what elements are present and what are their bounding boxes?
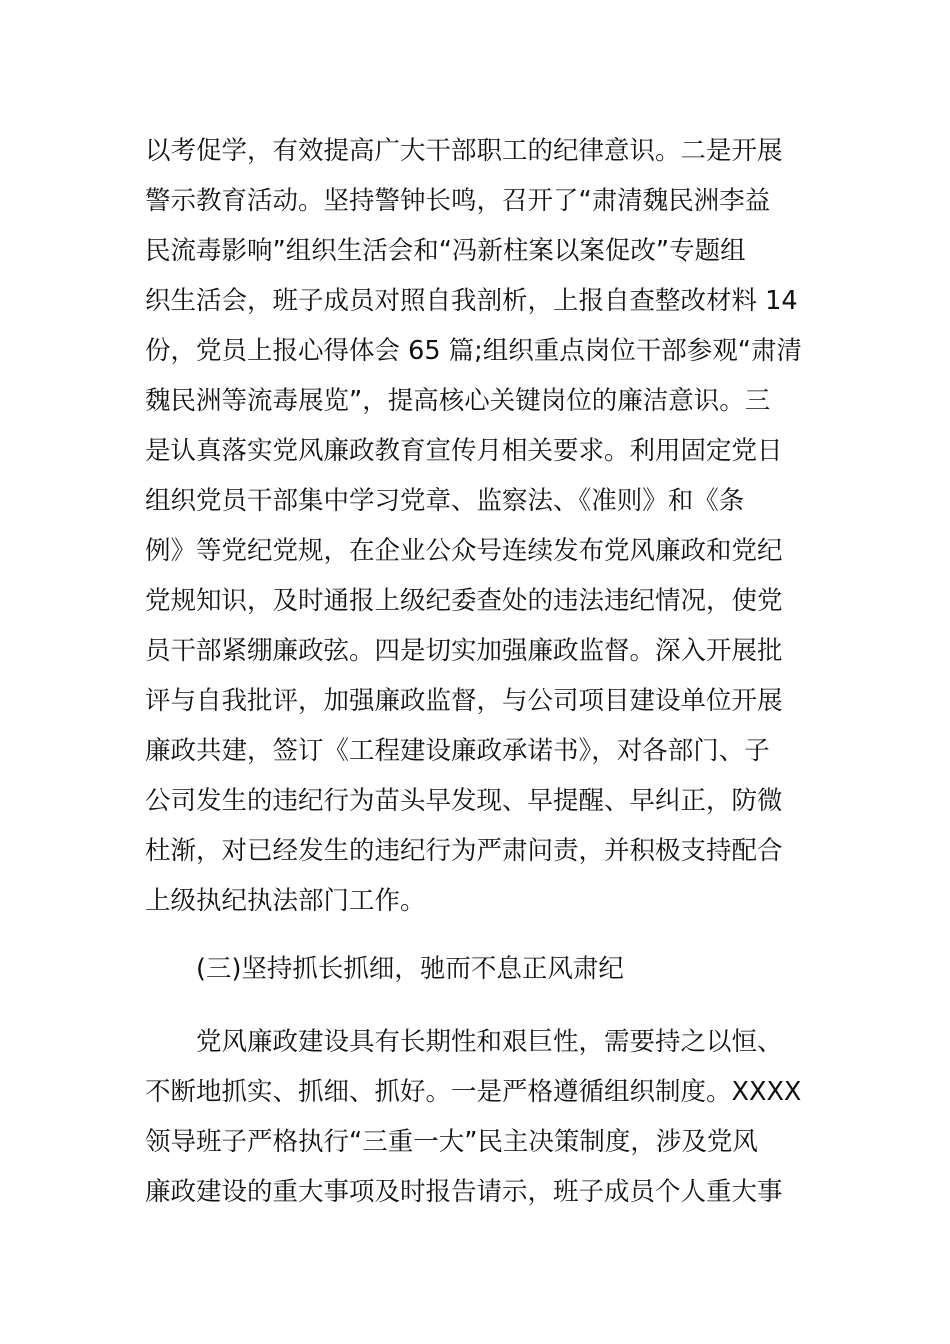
text-line: 杜渐，对已经发生的违纪行为严肃问责，并积极支持配合 <box>145 836 783 866</box>
text-line: 廉政共建，签订《工程建设廉政承诺书》，对各部门、子 <box>145 736 770 766</box>
section-heading: (三)坚持抓长抓细，驰而不息正风肃纪 <box>196 954 624 984</box>
text-line: 民流毒影响”组织生活会和“冯新柱案以案促改”专题组 <box>145 236 746 266</box>
text-line: 廉政建设的重大事项及时报告请示，班子成员个人重大事 <box>145 1177 783 1207</box>
text-line: 份，党员上报心得体会 65 篇;组织重点岗位干部参观“肃清 <box>145 336 802 366</box>
text-line: 公司发生的违纪行为苗头早发现、早提醒、早纠正，防微 <box>145 786 783 816</box>
text-line: 上级执纪执法部门工作。 <box>145 886 426 916</box>
paragraph-body-1 <box>145 126 810 926</box>
text-line: 员干部紧绷廉政弦。四是切实加强廉政监督。深入开展批 <box>145 636 783 666</box>
text-line: 警示教育活动。坚持警钟长鸣，召开了“肃清魏民洲李益 <box>145 186 771 216</box>
paragraph-body-2 <box>145 1017 810 1217</box>
text-line: 领导班子严格执行“三重一大”民主决策制度，涉及党风 <box>145 1127 758 1157</box>
text-line: 党规知识，及时通报上级纪委查处的违法违纪情况，使党 <box>145 586 783 616</box>
text-line: 织生活会，班子成员对照自我剖析，上报自查整改材料 14 <box>145 286 798 316</box>
text-line: 不断地抓实、抓细、抓好。一是严格遵循组织制度。XXXX <box>145 1077 802 1107</box>
text-line: 魏民洲等流毒展览”，提高核心关键岗位的廉洁意识。三 <box>145 386 771 416</box>
text-line: 评与自我批评，加强廉政监督，与公司项目建设单位开展 <box>145 686 783 716</box>
text-line: 党风廉政建设具有长期性和艰巨性，需要持之以恒、 <box>196 1027 783 1057</box>
section-heading-block <box>145 944 810 994</box>
text-line: 例》等党纪党规，在企业公众号连续发布党风廉政和党纪 <box>145 536 783 566</box>
text-line: 以考促学，有效提高广大干部职工的纪律意识。二是开展 <box>145 136 783 166</box>
text-line: 是认真落实党风廉政教育宣传月相关要求。利用固定党日 <box>145 436 783 466</box>
text-line: 组织党员干部集中学习党章、监察法、《准则》和《条 <box>145 486 745 516</box>
